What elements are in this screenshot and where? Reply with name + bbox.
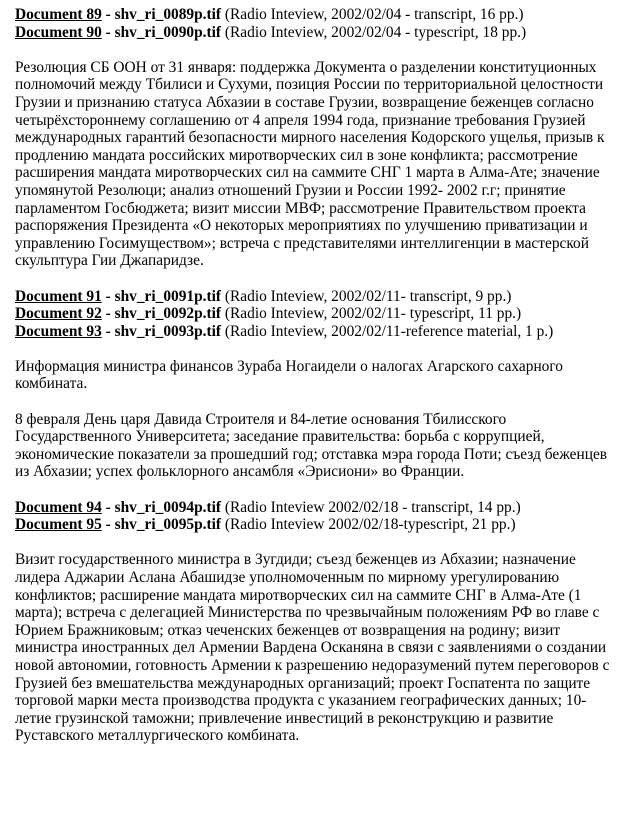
document-entry xyxy=(15,499,619,517)
document-link[interactable]: Document 95 xyxy=(15,516,102,534)
document-description: (Radio Inteview, 2002/02/11- typescript, 11 pp.) xyxy=(221,305,522,323)
document-filename: - shv_ri_0092p.tif xyxy=(101,305,222,323)
document-entry xyxy=(15,6,619,24)
document-link[interactable]: Document 92 xyxy=(15,305,102,323)
document-description: (Radio Inteview, 2002/02/11- transcript, 9 pp.) xyxy=(221,287,512,305)
document-filename: - shv_ri_0095p.tif xyxy=(101,516,222,534)
document-description: (Radio Inteview 2002/02/18 - transcript, 14 pp.) xyxy=(221,498,521,516)
document-link[interactable]: Document 90 xyxy=(15,23,102,41)
document-entry xyxy=(15,288,619,306)
summary-paragraph: 8 февраля День царя Давида Строителя и 84-летие основания Тбилисского Государственного Университета; заседание правительства: борьба с коррупцией, экономические показатели за прошедший год; отставка мэра города Поти; съезд беженцев из Абхазии; успех фольклорного ансамбля «Эрисиони» во Франции. xyxy=(15,410,608,481)
document-link[interactable]: Document 93 xyxy=(15,322,102,340)
document-entry xyxy=(15,323,619,341)
document-filename: - shv_ri_0089p.tif xyxy=(101,6,222,23)
document-filename: - shv_ri_0093p.tif xyxy=(101,322,222,340)
document-filename: - shv_ri_0091p.tif xyxy=(101,287,222,305)
document-description: (Radio Inteview, 2002/02/11-reference material, 1 p.) xyxy=(221,322,554,340)
summary-paragraph: Резолюция СБ ООН от 31 января: поддержка Документа о разделении конституционных полномочий между Тбилиси и Сухуми, позиция России по территориальной целостности Грузии и признанию статуса Абхазии в составе Грузии, возвращение беженцев согласно четырёхстороннему соглашению от 4 апреля 1994 года, признание требования Грузией международных гарантий безопасности мирного населения Кодорского ущелья, призыв к продлению мандата российских миротворческих сил в зоне конфликта; рассмотрение расширения мандата миротворческих сил на саммите СНГ 1 марта в Алма-Ате; значение упомянутой Резолюци; анализ отношений Грузии и России 1992- 2002 г.г; принятие парламентом Госбюджета; визит миссии МВФ; рассмотрение Правительством проекта распоряжения Президента «О некоторых мероприятиях по улучшению приватизации и управлению Госимуществом»; встреча с представителями интеллигенции в мастерской скульптура Гии Джапаридзе. xyxy=(15,58,605,270)
document-group xyxy=(15,288,619,341)
document-group xyxy=(15,6,619,41)
document-entry xyxy=(15,516,619,534)
summary-paragraph: Информация министра финансов Зураба Ногаидели о налогах Агарского сахарного комбината. xyxy=(15,357,564,393)
document-entry xyxy=(15,24,619,42)
document-filename: - shv_ri_0094p.tif xyxy=(101,498,222,516)
document-link[interactable]: Document 89 xyxy=(15,6,102,23)
document-filename: - shv_ri_0090p.tif xyxy=(101,23,222,41)
document-link[interactable]: Document 94 xyxy=(15,498,102,516)
summary-paragraph: Визит государственного министра в Зугдиди; съезд беженцев из Абхазии; назначение лидера Аджарии Аслана Абашидзе уполномоченным по мирному урегулированию конфликтов; расширение мандата миротворческих сил на саммите СНГ в Алма-Ате (1 марта); встреча с делегацией Министерства по чрезвычайным положениям РФ во главе с Юрием Бражниковым; отказ чеченских беженцев от возвращения на родину; визит министра иностранных дел Армении Вардена Осканяна в связи с заявлениями о создании новой автономии, готовность Армении к разрешению недоразумений путем переговоров с Грузией без вмешательства международных организаций; проект Госпатента по защите торговой марки места производства продукта с указанием географических данных; 10-летие грузинской таможни; привлечение инвестиций в реконструкцию и развитие Руставского металлургического комбината. xyxy=(15,551,610,745)
document-description: (Radio Inteview 2002/02/18-typescript, 21 pp.) xyxy=(221,516,516,534)
document-entry xyxy=(15,305,619,323)
document-description: (Radio Inteview, 2002/02/04 - typescript, 18 pp.) xyxy=(221,23,527,41)
document-link[interactable]: Document 91 xyxy=(15,287,102,305)
document-group xyxy=(15,499,619,534)
document-description: (Radio Inteview, 2002/02/04 - transcript, 16 pp.) xyxy=(221,6,524,23)
